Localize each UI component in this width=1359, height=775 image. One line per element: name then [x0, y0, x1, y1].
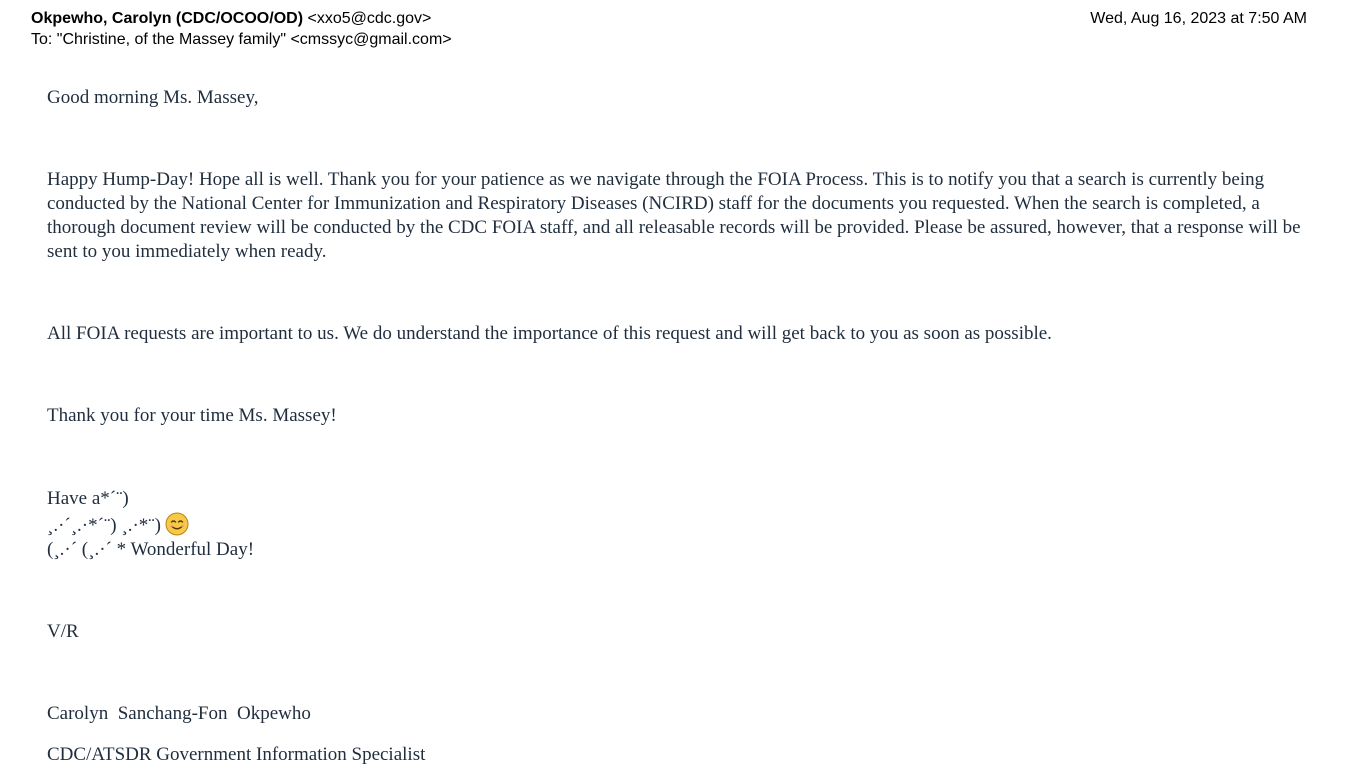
email-date: Wed, Aug 16, 2023 at 7:50 AM [1090, 10, 1307, 27]
thank-you-line: Thank you for your time Ms. Massey! [47, 405, 337, 426]
recipient-line: To: "Christine, of the Massey family" <cmssyc@gmail.com> [31, 31, 452, 48]
signature-name: Carolyn Sanchang-Fon Okpewho [47, 703, 311, 724]
ascii-art-greeting [47, 486, 254, 563]
email-header [31, 8, 1321, 50]
ascii-line-1: Have a*´¨) [47, 488, 129, 509]
closing: V/R [47, 621, 79, 642]
ascii-line-3: (¸.·´ (¸.·´ * Wonderful Day! [47, 539, 255, 560]
sender-name[interactable]: Okpewho, Carolyn (CDC/OCOO/OD) [31, 10, 304, 27]
signature-title: CDC/ATSDR Government Information Specialist [47, 744, 426, 765]
sender-email[interactable]: <xxo5@cdc.gov> [307, 10, 432, 27]
body-paragraph-1: Happy Hump-Day! Hope all is well. Thank you for your patience as we navigate through the FOIA Process. This is to notify you that a search is currently being conducted by the National Center for Immunization and Respiratory Diseases (NCIRD) staff for the documents you requested. When the search is completed, a thorough document review will be conducted by the CDC FOIA staff, and all releasable records will be provided. Please be assured, however, that a response will be sent to you immediately when ready. [47, 169, 1301, 262]
ascii-line-2-wrap [47, 512, 254, 539]
body-paragraph-2: All FOIA requests are important to us. We do understand the importance of this request and will get back to you as soon as possible. [47, 323, 1052, 344]
ascii-line-2: ¸.·´¸.·*´¨) ¸.·*¨) [47, 515, 161, 536]
smiling-face-icon [165, 512, 189, 536]
greeting: Good morning Ms. Massey, [47, 87, 259, 108]
